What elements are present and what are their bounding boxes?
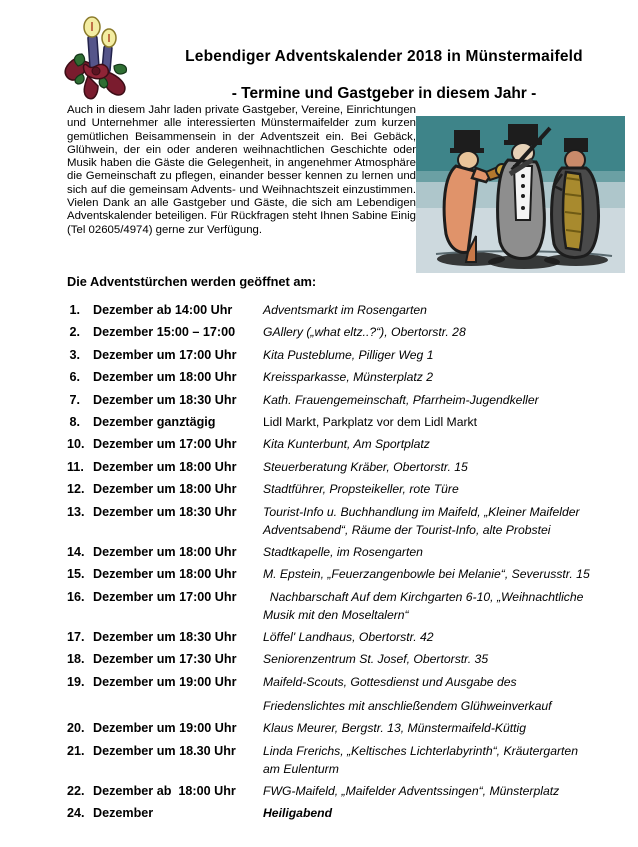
event-date-time: Dezember um 18:00 Uhr [93,370,237,385]
event-date-time: Dezember um 18:00 Uhr [93,567,237,582]
schedule-row [67,480,628,498]
event-description-line: Linda Frerichs, „Keltisches Lichterlabyrinth“, Kräutergarten [263,743,578,758]
event-day-number: 7. [69,392,80,407]
schedule-row [67,368,628,386]
event-date-time: Dezember um 18:00 Uhr [93,482,237,497]
event-date-time: Dezember [93,806,154,821]
event-description-line: Lidl Markt, Parkplatz vor dem Lidl Markt [263,414,478,429]
event-host-location [263,368,628,386]
schedule-row [67,543,628,561]
event-host-location [263,628,628,646]
event-date-time: Dezember um 17:00 Uhr [93,437,237,452]
event-description-line: Steuerberatung Kräber, Obertorstr. 15 [263,459,468,474]
event-date-time: Dezember um 17:00 Uhr [93,589,237,604]
event-host-location [263,719,628,737]
event-host-location [263,782,628,800]
event-day-number: 22. [67,784,85,799]
page-subtitle: - Termine und Gastgeber in diesem Jahr - [231,85,537,102]
event-date-time: Dezember ganztägig [93,414,216,429]
schedule-row [67,503,628,539]
carolers-image [416,116,625,273]
event-host-location [263,346,628,364]
schedule-row [67,565,628,583]
schedule-list [67,301,628,827]
event-host-location [263,503,628,539]
event-day-number: 8. [69,414,80,429]
schedule-row [67,346,628,364]
event-date-time: Dezember um 19:00 Uhr [93,721,237,736]
event-host-location [263,480,628,498]
intro-paragraph: Auch in diesem Jahr laden private Gastgeber, Vereine, Einrichtungen und Unternehmer alle interessierten Münstermaifelder zum kurzen gemütlichen Beisammensein in der Adventszeit ein. Bei Gebäck, Glühwein, der ein oder anderen weihnachtlichen Geschichte oder Musik haben die Gäste die Gelegenheit, in angenehmer Atmosphäre die Gemeinschaft zu pflegen, einander besser kennen zu lernen und sich auf die gemeinsam Advents- und Weihnachtszeit einzustimmen. Vielen Dank an alle Gastgeber und Gäste, die sich am Lebendigen Adventskalender beteiligen. Für Rückfragen steht Ihnen Sabine Einig (Tel 02605/4974) gerne zur Verfügung. [67,104,416,236]
schedule-row [67,719,628,737]
event-host-location [263,565,628,583]
event-date-time: Dezember um 18:00 Uhr [93,544,237,559]
event-description-line: Stadtkapelle, im Rosengarten [263,544,423,559]
schedule-row [67,782,628,800]
schedule-row [67,413,628,431]
event-description-line: Stadtführer, Propsteikeller, rote Türe [263,482,459,497]
event-day-number: 19. [67,674,85,689]
event-description-line: FWG-Maifeld, „Maifelder Adventssingen“, Münsterplatz [263,784,560,799]
event-date-time: Dezember ab 14:00 Uhr [93,303,233,317]
schedule-row [67,650,628,668]
event-date-time: Dezember ab 18:00 Uhr [93,784,236,799]
event-date-time: Dezember 15:00 – 17:00 [93,325,236,340]
event-date-time: Dezember um 18:30 Uhr [93,392,237,407]
event-day-number: 20. [67,721,85,736]
event-description-line: am Eulenturm [263,761,339,776]
event-description-line: Seniorenzentrum St. Josef, Obertorstr. 35 [263,652,489,667]
event-description-line: Klaus Meurer, Bergstr. 13, Münstermaifeld-Küttig [263,721,527,736]
event-host-location [263,458,628,476]
event-host-location [263,301,628,319]
event-host-location [263,673,628,715]
event-date-time: Dezember um 17:30 Uhr [93,652,237,667]
event-day-number: 24. [67,806,85,821]
event-description-line: Maifeld-Scouts, Gottesdienst und Ausgabe des [263,674,517,689]
event-description-line: M. Epstein, „Feuerzangenbowle bei Melanie“, Severusstr. 15 [263,567,590,582]
event-day-number: 3. [69,347,80,362]
event-host-location [263,323,628,341]
intro-section [67,104,623,273]
event-host-location [263,804,628,822]
event-day-number: 14. [67,544,85,559]
event-description-line: Adventsabend“, Räume der Tourist-Info, alte Probstei [263,522,551,537]
event-host-location [263,435,628,453]
schedule-row [67,301,628,319]
event-date-time: Dezember um 18:30 Uhr [93,630,237,645]
event-date-time: Dezember um 17:00 Uhr [93,347,237,362]
event-description-line: GAllery („what eltz..?“), Obertorstr. 28 [263,325,466,340]
event-host-location [263,413,628,431]
schedule-row [67,458,628,476]
schedule-row [67,588,628,624]
title-block [144,14,624,110]
event-host-location [263,588,628,624]
event-date-time: Dezember um 18.30 Uhr [93,743,236,758]
event-description-line: Friedenslichtes mit anschließendem Glühweinverkauf [263,698,552,713]
event-day-number: 2. [69,325,80,340]
schedule-row [67,742,628,778]
event-host-location [263,650,628,668]
schedule-row [67,323,628,341]
event-date-time: Dezember um 18:00 Uhr [93,459,237,474]
event-host-location [263,742,628,778]
event-description-line: Heiligabend [263,806,333,821]
event-date-time: Dezember um 19:00 Uhr [93,674,237,689]
event-description-line: Musik mit den Moseltalern“ [263,607,409,622]
event-day-number: 1. [69,303,80,317]
schedule-row [67,628,628,646]
document-header [58,14,624,110]
event-host-location [263,543,628,561]
event-description-line: Tourist-Info u. Buchhandlung im Maifeld, „Kleiner Maifelder [263,504,580,519]
event-description-line: Löffel' Landhaus, Obertorstr. 42 [263,630,434,645]
event-description-line: Kita Kunterbunt, Am Sportplatz [263,437,430,452]
event-day-number: 15. [67,567,85,582]
schedule-heading: Die Adventstürchen werden geöffnet am: [67,274,317,289]
advent-candles-icon [58,14,144,108]
event-day-number: 12. [67,482,85,497]
event-description-line: Nachbarschaft Auf dem Kirchgarten 6-10, „Weihnachtliche [263,589,584,604]
event-description-line: Adventsmarkt im Rosengarten [263,303,427,317]
event-day-number: 21. [67,743,85,758]
event-day-number: 10. [67,437,85,452]
event-day-number: 13. [67,504,85,519]
schedule-row [67,435,628,453]
schedule-row [67,391,628,409]
event-day-number: 16. [67,589,85,604]
schedule-row [67,673,628,715]
event-day-number: 18. [67,652,85,667]
event-host-location [263,391,628,409]
event-day-number: 6. [69,370,80,385]
event-description-line: Kreissparkasse, Münsterplatz 2 [263,370,434,385]
event-description-line: Kath. Frauengemeinschaft, Pfarrheim-Jugendkeller [263,392,539,407]
event-day-number: 11. [67,459,84,474]
event-date-time: Dezember um 18:30 Uhr [93,504,237,519]
event-description-line: Kita Pusteblume, Pilliger Weg 1 [263,347,434,362]
page-title: Lebendiger Adventskalender 2018 in Münstermaifeld [185,48,583,65]
event-day-number: 17. [67,630,85,645]
schedule-row [67,804,628,822]
